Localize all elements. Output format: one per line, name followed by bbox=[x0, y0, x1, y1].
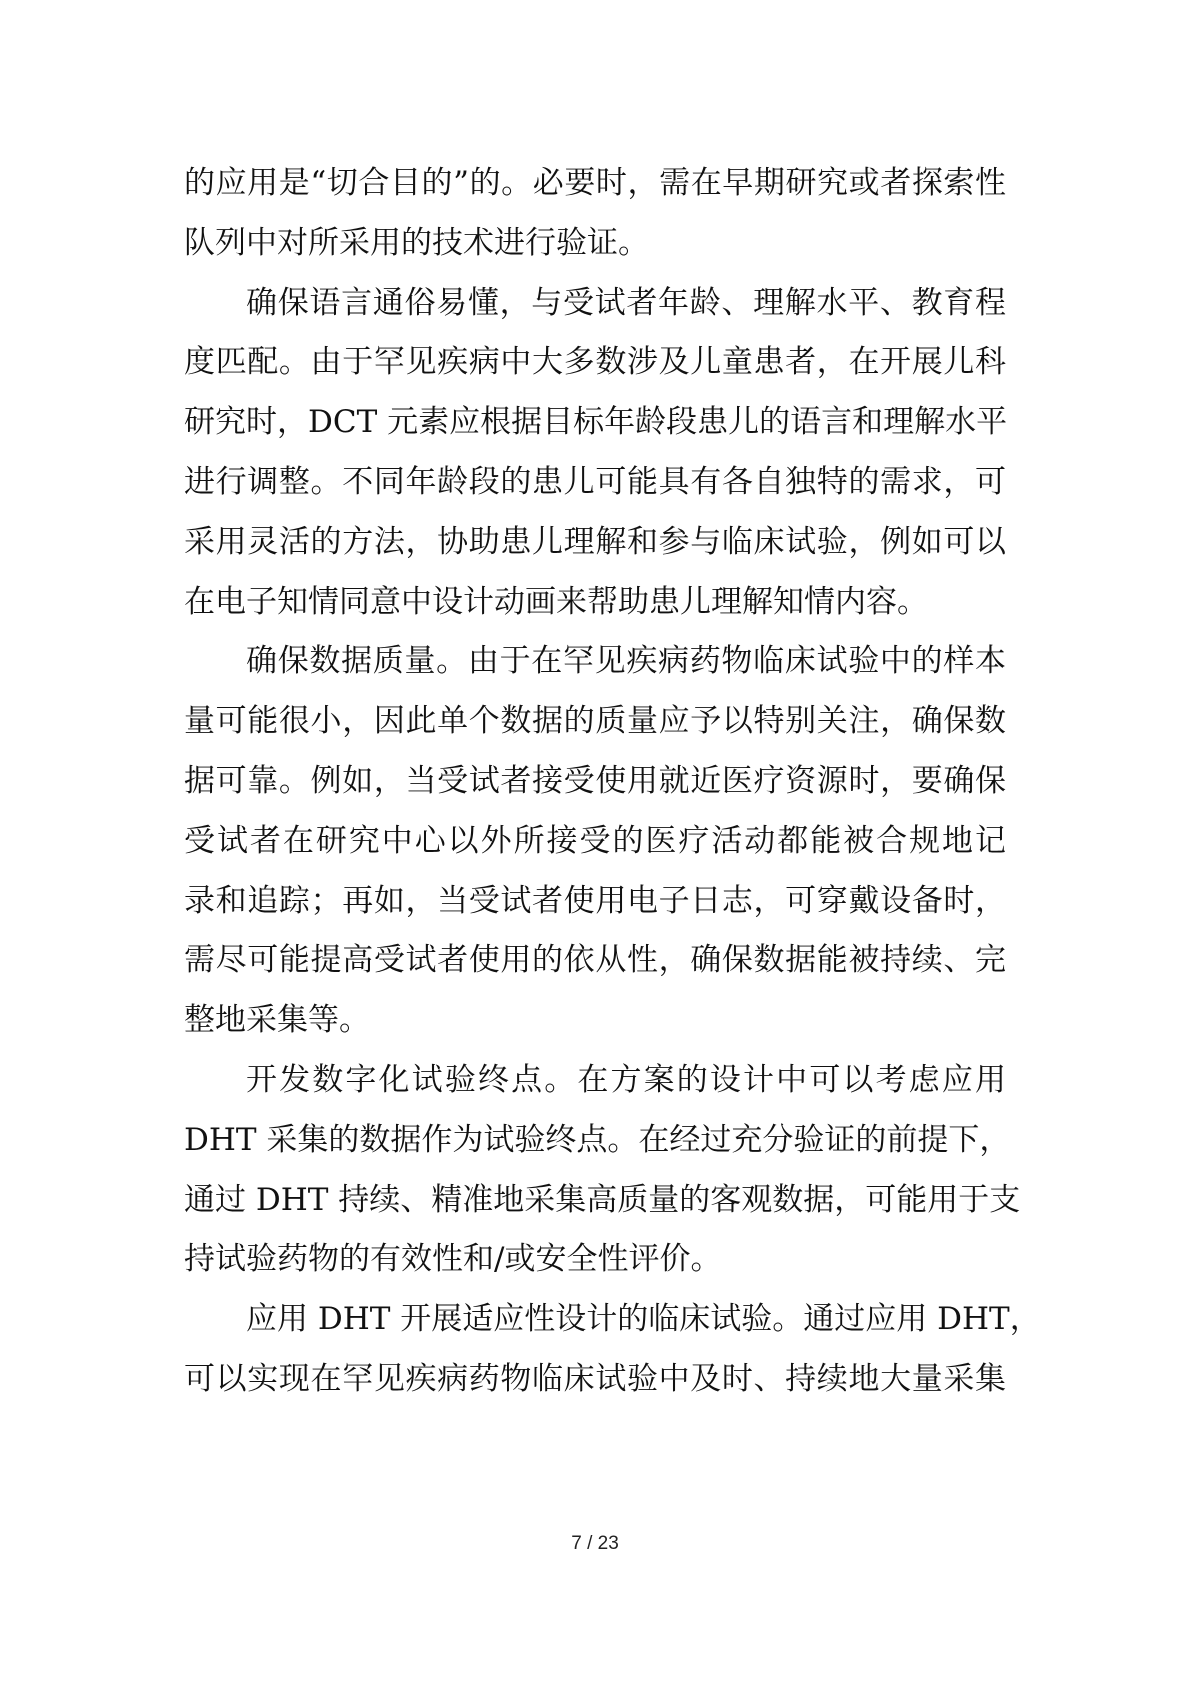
paragraph-5-line-1: 应用 DHT 开展适应性设计的临床试验。通过应用 DHT， bbox=[246, 1301, 1041, 1338]
paragraph-3-line-2: 量可能很小，因此单个数据的质量应予以特别关注，确保数 bbox=[184, 703, 1006, 740]
paragraph-3-line-4: 受试者在研究中心以外所接受的医疗活动都能被合规地记 bbox=[184, 822, 1006, 859]
paragraph-5-line-2: 可以实现在罕见疾病药物临床试验中及时、持续地大量采集 bbox=[184, 1360, 1006, 1397]
paragraph-2-line-2: 度匹配。由于罕见疾病中大多数涉及儿童患者，在开展儿科 bbox=[184, 344, 1006, 381]
page-number: 7 / 23 bbox=[571, 1533, 619, 1554]
paragraph-4-line-3: 通过 DHT 持续、精准地采集高质量的客观数据，可能用于支 bbox=[184, 1181, 1021, 1218]
paragraph-3-line-3: 据可靠。例如，当受试者接受使用就近医疗资源时，要确保 bbox=[184, 762, 1006, 799]
paragraph-2-line-1: 确保语言通俗易懂，与受试者年龄、理解水平、教育程 bbox=[246, 284, 1006, 321]
paragraph-4-line-4: 持试验药物的有效性和/或安全性评价。 bbox=[184, 1241, 722, 1278]
paragraph-2-line-4: 进行调整。不同年龄段的患儿可能具有各自独特的需求，可 bbox=[184, 463, 1006, 500]
paragraph-3-line-5: 录和追踪；再如，当受试者使用电子日志，可穿戴设备时， bbox=[184, 882, 1006, 919]
paragraph-2-line-5: 采用灵活的方法，协助患儿理解和参与临床试验，例如可以 bbox=[184, 523, 1006, 560]
paragraph-4-line-1: 开发数字化试验终点。在方案的设计中可以考虑应用 bbox=[246, 1061, 1006, 1098]
paragraph-3-line-7: 整地采集等。 bbox=[184, 1002, 370, 1039]
paragraph-3-line-1: 确保数据质量。由于在罕见疾病药物临床试验中的样本 bbox=[246, 643, 1006, 680]
paragraph-1-line-2: 队列中对所采用的技术进行验证。 bbox=[184, 224, 649, 261]
body-text bbox=[184, 154, 1041, 1410]
paragraph-2-line-6: 在电子知情同意中设计动画来帮助患儿理解知情内容。 bbox=[184, 583, 928, 620]
paragraph-1-line-1: 的应用是“切合目的”的。必要时，需在早期研究或者探索性 bbox=[184, 165, 1006, 201]
paragraph-4-line-2: DHT 采集的数据作为试验终点。在经过充分验证的前提下， bbox=[184, 1121, 1011, 1158]
paragraph-2-line-3: 研究时，DCT 元素应根据目标年龄段患儿的语言和理解水平 bbox=[184, 404, 1008, 441]
paragraph-3-line-6: 需尽可能提高受试者使用的依从性，确保数据能被持续、完 bbox=[184, 942, 1006, 979]
